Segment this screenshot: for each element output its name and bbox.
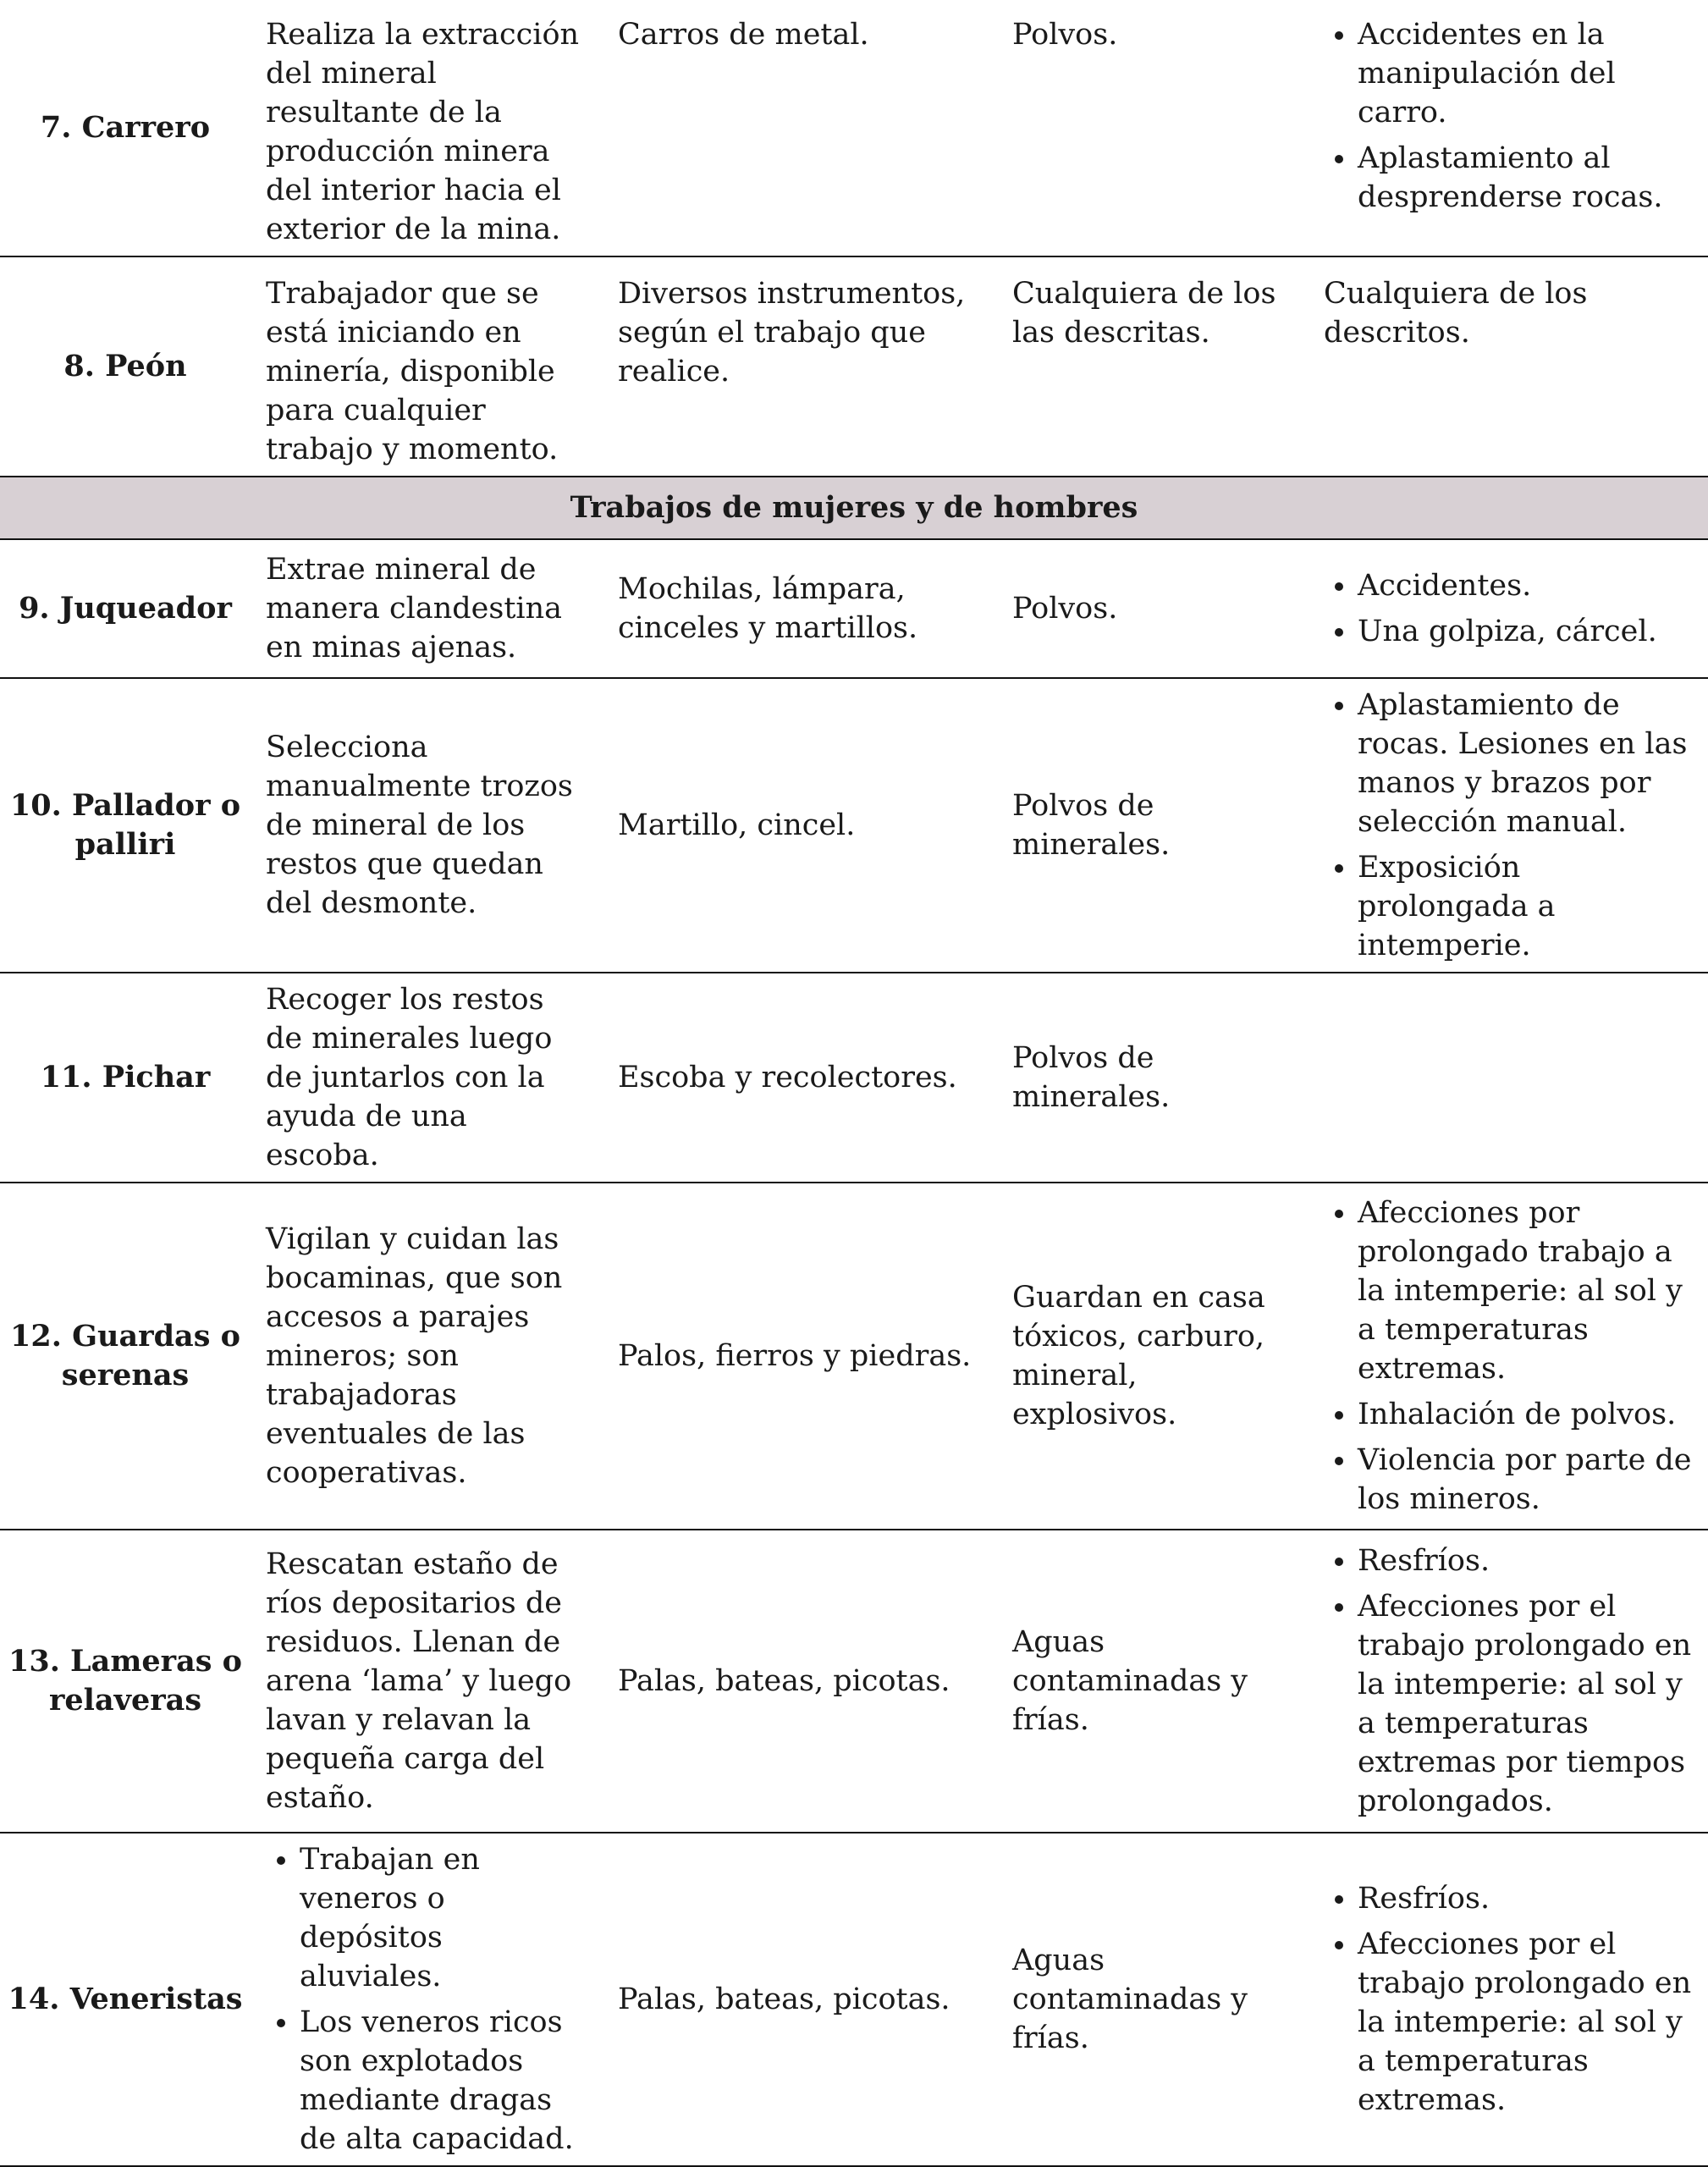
table-row bbox=[0, 539, 1708, 678]
section-header-row bbox=[0, 477, 1708, 539]
list-item: • Afecciones por prolongado trabajo a la intemperie: al sol y a temperaturas extremas. bbox=[1358, 1194, 1694, 1388]
exposure-cell: Polvos. bbox=[997, 0, 1309, 256]
list-item: • Una golpiza, cárcel. bbox=[1358, 612, 1694, 651]
tools-cell: Mochilas, lámpara, cinceles y martillos. bbox=[603, 539, 997, 678]
occupation-cell: 11. Pichar bbox=[0, 973, 251, 1183]
description-cell: Rescatan estaño de ríos depositarios de residuos. Llenan de arena ‘lama’ y luego lavan y relavan la pequeña carga del estaño. bbox=[251, 1530, 603, 1833]
description-cell: Vigilan y cuidan las bocaminas, que son accesos a parajes mineros; son trabajadoras eventuales de las cooperativas. bbox=[251, 1183, 603, 1530]
tools-cell: Carros de metal. bbox=[603, 0, 997, 256]
occupation-cell: 13. Lameras o relaveras bbox=[0, 1530, 251, 1833]
risks-list bbox=[1324, 1541, 1694, 1821]
tools-cell: Escoba y recolectores. bbox=[603, 973, 997, 1183]
description-list bbox=[266, 1840, 589, 2159]
risks-cell bbox=[1309, 1833, 1708, 2166]
description-cell: Realiza la extracción del mineral resultante de la producción minera del interior hacia el exterior de la mina. bbox=[251, 0, 603, 256]
list-item: • Resfríos. bbox=[1358, 1879, 1694, 1918]
exposure-cell: Polvos de minerales. bbox=[997, 973, 1309, 1183]
risks-cell bbox=[1309, 973, 1708, 1183]
list-item: • Exposición prolongada a intemperie. bbox=[1358, 848, 1694, 965]
exposure-cell: Polvos de minerales. bbox=[997, 678, 1309, 973]
description-cell: Extrae mineral de manera clandestina en minas ajenas. bbox=[251, 539, 603, 678]
risks-list bbox=[1324, 1879, 1694, 2120]
list-item: • Violencia por parte de los mineros. bbox=[1358, 1441, 1694, 1519]
tools-cell: Martillo, cincel. bbox=[603, 678, 997, 973]
exposure-cell: Polvos. bbox=[997, 539, 1309, 678]
risks-cell bbox=[1309, 1183, 1708, 1530]
risks-cell bbox=[1309, 539, 1708, 678]
list-item: • Inhalación de polvos. bbox=[1358, 1395, 1694, 1434]
description-cell: Selecciona manualmente trozos de mineral de los restos que quedan del desmonte. bbox=[251, 678, 603, 973]
risks-list bbox=[1324, 1194, 1694, 1519]
list-item: • Accidentes en la manipulación del carro. bbox=[1358, 15, 1694, 132]
list-item: • Resfríos. bbox=[1358, 1541, 1694, 1580]
table-row bbox=[0, 1183, 1708, 1530]
tools-cell: Diversos instrumentos, según el trabajo que realice. bbox=[603, 256, 997, 477]
table-row bbox=[0, 1833, 1708, 2166]
description-cell bbox=[251, 1833, 603, 2166]
table-row bbox=[0, 256, 1708, 477]
list-item: • Afecciones por el trabajo prolongado en la intemperie: al sol y a temperaturas extremas por tiempos prolongados. bbox=[1358, 1587, 1694, 1821]
exposure-cell: Cualquiera de los las descritas. bbox=[997, 256, 1309, 477]
list-item: • Trabajan en veneros o depósitos aluviales. bbox=[300, 1840, 589, 1996]
list-item: • Aplastamiento de rocas. Lesiones en las manos y brazos por selección manual. bbox=[1358, 686, 1694, 841]
table-row bbox=[0, 1530, 1708, 1833]
exposure-cell: Guardan en casa tóxicos, carburo, mineral, explosivos. bbox=[997, 1183, 1309, 1530]
risks-list bbox=[1324, 566, 1694, 651]
description-cell: Trabajador que se está iniciando en minería, disponible para cualquier trabajo y momento. bbox=[251, 256, 603, 477]
exposure-cell: Aguas contaminadas y frías. bbox=[997, 1530, 1309, 1833]
tools-cell: Palas, bateas, picotas. bbox=[603, 1833, 997, 2166]
risks-cell bbox=[1309, 1530, 1708, 1833]
risks-list bbox=[1324, 686, 1694, 965]
occupation-cell: 9. Juqueador bbox=[0, 539, 251, 678]
list-item: • Los veneros ricos son explotados mediante dragas de alta capacidad. bbox=[300, 2003, 589, 2159]
occupation-cell: 12. Guardas o serenas bbox=[0, 1183, 251, 1530]
occupation-cell: 7. Carrero bbox=[0, 0, 251, 256]
occupation-cell: 14. Veneristas bbox=[0, 1833, 251, 2166]
tools-cell: Palos, fierros y piedras. bbox=[603, 1183, 997, 1530]
risks-list bbox=[1324, 15, 1694, 217]
risks-cell bbox=[1309, 678, 1708, 973]
occupation-cell: 8. Peón bbox=[0, 256, 251, 477]
table-row bbox=[0, 973, 1708, 1183]
risks-cell: Cualquiera de los descritos. bbox=[1309, 256, 1708, 477]
exposure-cell: Aguas contaminadas y frías. bbox=[997, 1833, 1309, 2166]
table-row bbox=[0, 678, 1708, 973]
risks-cell bbox=[1309, 0, 1708, 256]
list-item: • Accidentes. bbox=[1358, 566, 1694, 605]
list-item: • Afecciones por el trabajo prolongado en la intemperie: al sol y a temperaturas extremas. bbox=[1358, 1925, 1694, 2120]
section-title: Trabajos de mujeres y de hombres bbox=[0, 477, 1708, 539]
table-row bbox=[0, 0, 1708, 256]
tools-cell: Palas, bateas, picotas. bbox=[603, 1530, 997, 1833]
list-item: • Aplastamiento al desprenderse rocas. bbox=[1358, 139, 1694, 217]
occupation-cell: 10. Pallador o palliri bbox=[0, 678, 251, 973]
description-cell: Recoger los restos de minerales luego de juntarlos con la ayuda de una escoba. bbox=[251, 973, 603, 1183]
